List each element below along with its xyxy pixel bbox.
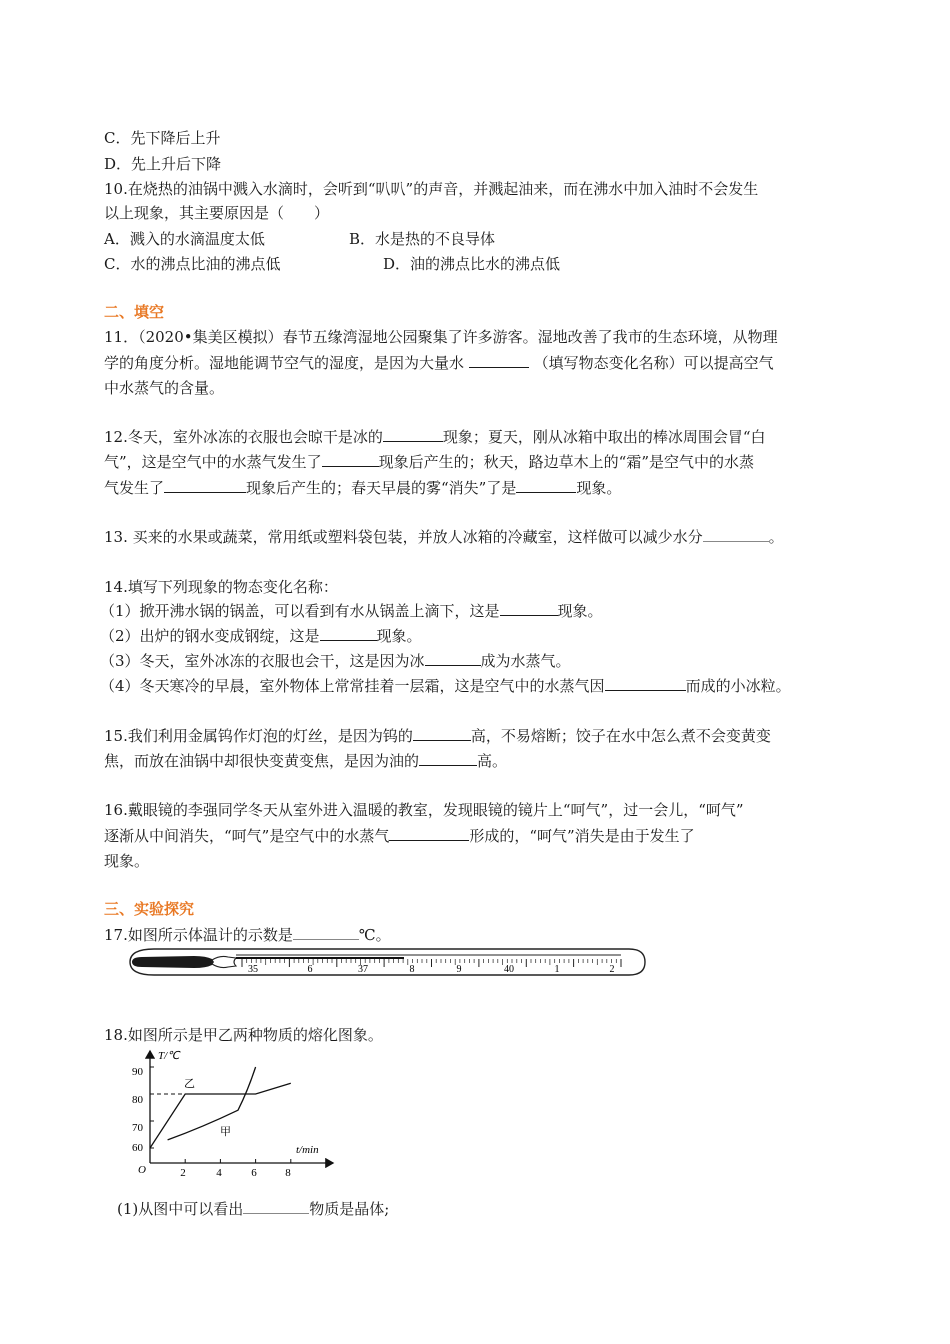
thermometer-bulb <box>132 956 214 968</box>
q17-unit: ℃。 <box>358 926 391 944</box>
mercury-column <box>236 957 404 959</box>
origin-label: O <box>138 1164 146 1176</box>
q12-line3 <box>104 478 621 498</box>
q14-text-3b: 成为水蒸气。 <box>480 652 571 670</box>
scale-label-36: 6 <box>307 964 313 975</box>
q14-text-2b: 现象。 <box>376 627 422 645</box>
q10-stem-line1: 10.在烧热的油锅中溅入水滴时，会听到“叭叭”的声音，并溅起油来，而在沸水中加入油时不会发生 <box>104 180 759 198</box>
scale-label-40: 40 <box>504 964 514 975</box>
q14-part1 <box>100 601 603 621</box>
q12-text-2b: 现象后产生的；秋天，路边草木上的“霜”是空气中的水蒸 <box>378 453 755 471</box>
scale-label-41: 1 <box>554 964 560 975</box>
q14-blank-1[interactable] <box>500 601 558 616</box>
x-tick-6: 6 <box>251 1167 257 1177</box>
q18-blank-1[interactable] <box>243 1199 309 1214</box>
q16-text-2a: 逐渐从中间消失，“呵气”是空气中的水蒸气 <box>104 827 390 845</box>
q15-text-2a: 焦，而放在油锅中却很快变黄变焦，是因为油的 <box>104 752 420 770</box>
q14-intro: 14.填写下列现象的物态变化名称： <box>104 578 338 596</box>
x-tick-2: 2 <box>180 1167 186 1177</box>
q12-text-3c: 现象。 <box>576 479 622 497</box>
q10-option-d: D．油的沸点比水的沸点低 <box>383 255 561 273</box>
q10-option-c: C．水的沸点比油的沸点低 <box>104 255 281 273</box>
q11-line2 <box>104 353 774 373</box>
q12-blank-2[interactable] <box>322 452 379 467</box>
q13-blank[interactable] <box>703 527 769 542</box>
x-tick-4: 4 <box>216 1167 222 1177</box>
q15-blank-2[interactable] <box>419 751 477 766</box>
q16-text-2b: 形成的，“呵气”消失是由于发生了 <box>469 827 695 845</box>
q16-blank[interactable] <box>389 826 469 841</box>
q12-text-2a: 气”，这是空气中的水蒸气发生了 <box>104 453 322 471</box>
x-tick-8: 8 <box>285 1167 291 1177</box>
q16-line2 <box>104 826 695 846</box>
series-label-jia: 甲 <box>220 1126 231 1138</box>
q14-blank-3[interactable] <box>425 651 481 666</box>
q15-line1 <box>104 726 771 746</box>
q17-text: 17.如图所示体温计的示数是 <box>104 926 293 944</box>
scale-label-39: 9 <box>456 964 462 975</box>
y-tick-60: 60 <box>132 1142 143 1154</box>
scale-label-35: 35 <box>248 964 258 975</box>
scale-label-37: 37 <box>358 964 368 975</box>
q11-line1: 11．（2020•集美区模拟）春节五缘湾湿地公园聚集了许多游客。湿地改善了我市的生态环境，从物理 <box>104 328 778 346</box>
q12-line1 <box>104 427 766 447</box>
q14-blank-4[interactable] <box>605 676 686 691</box>
q14-text-1b: 现象。 <box>557 602 603 620</box>
q18-text-1b: 物质是晶体; <box>309 1200 390 1218</box>
x-axis-label: t/min <box>296 1144 319 1156</box>
q15-text-1a: 15.我们利用金属钨作灯泡的灯丝，是因为钨的 <box>104 727 413 745</box>
q15-text-1b: 高，不易熔断；饺子在水中怎么煮不会变黄变 <box>470 727 771 745</box>
q12-text-3b: 现象后产生的；春天早晨的雾“消失”了是 <box>246 479 517 497</box>
q14-part4 <box>100 676 791 696</box>
q12-blank-4[interactable] <box>516 478 576 493</box>
q12-line2 <box>104 452 754 472</box>
q15-line2 <box>104 751 507 771</box>
q14-text-3a: （3）冬天，室外冰冻的衣服也会干，这是因为冰 <box>100 652 425 670</box>
q18-text-1a: (1)从图中可以看出 <box>117 1200 244 1218</box>
q15-blank-1[interactable] <box>413 726 471 741</box>
q10-option-b: B．水是热的不良导体 <box>349 230 496 248</box>
q9-option-c: C．先下降后上升 <box>104 129 221 147</box>
y-axis-label: T/℃ <box>158 1050 180 1062</box>
q17-blank[interactable] <box>293 925 359 940</box>
q18-sub1 <box>117 1199 389 1219</box>
q10-option-a: A．溅入的水滴温度太低 <box>104 230 265 248</box>
scale-label-38: 8 <box>409 964 415 975</box>
q11-text-a: 学的角度分析。湿地能调节空气的湿度，是因为大量水 <box>104 354 465 372</box>
q13-line <box>104 527 784 547</box>
q12-text-1b: 现象；夏天，刚从冰箱中取出的棒冰周围会冒“白 <box>442 428 766 446</box>
q14-text-2a: （2）出炉的钢水变成钢绽，这是 <box>100 627 320 645</box>
q10-stem-line2: 以上现象，其主要原因是（ ） <box>104 204 330 222</box>
q12-blank-1[interactable] <box>383 427 443 442</box>
q18-intro: 18.如图所示是甲乙两种物质的熔化图象。 <box>104 1026 383 1044</box>
q17-line <box>104 925 391 945</box>
q16-line3: 现象。 <box>104 852 150 870</box>
q12-text-3a: 气发生了 <box>104 479 165 497</box>
q14-part3 <box>100 651 571 671</box>
section-heading-experiment: 三、实验探究 <box>104 900 195 918</box>
q11-blank[interactable] <box>469 353 529 368</box>
q14-text-1a: （1）掀开沸水锅的锅盖，可以看到有水从锅盖上滴下，这是 <box>100 602 500 620</box>
q12-text-1a: 12.冬天，室外冰冻的衣服也会晾干是冰的 <box>104 428 383 446</box>
series-line-jia <box>168 1067 256 1140</box>
q14-part2 <box>100 626 422 646</box>
q11-line3: 中水蒸气的含量。 <box>104 379 225 397</box>
q12-blank-3[interactable] <box>164 478 246 493</box>
series-label-yi: 乙 <box>184 1078 195 1090</box>
clinical-thermometer-figure <box>124 946 648 978</box>
q13-text: 13. 买来的水果或蔬菜，常用纸或塑料袋包装，并放人冰箱的冷藏室，这样做可以减少水分 <box>104 528 703 546</box>
section-heading-fill-in: 二、填空 <box>104 303 165 321</box>
y-tick-90: 90 <box>132 1066 143 1078</box>
melting-graph <box>128 1045 343 1177</box>
q14-text-4b: 而成的小冰粒。 <box>685 677 791 695</box>
scale-label-42: 2 <box>609 964 615 975</box>
q16-line1: 16.戴眼镜的李强同学冬天从室外进入温暖的教室，发现眼镜的镜片上“呵气”，过一会儿，“呵气” <box>104 801 744 819</box>
q15-text-2b: 高。 <box>477 752 508 770</box>
q13-period: 。 <box>768 528 784 546</box>
q11-text-b: （填写物态变化名称）可以提高空气 <box>533 354 774 372</box>
y-tick-80: 80 <box>132 1094 143 1106</box>
q14-blank-2[interactable] <box>320 626 377 641</box>
y-tick-70: 70 <box>132 1122 143 1134</box>
q9-option-d: D．先上升后下降 <box>104 155 222 173</box>
q14-text-4a: （4）冬天寒冷的早晨，室外物体上常常挂着一层霜，这是空气中的水蒸气因 <box>100 677 605 695</box>
